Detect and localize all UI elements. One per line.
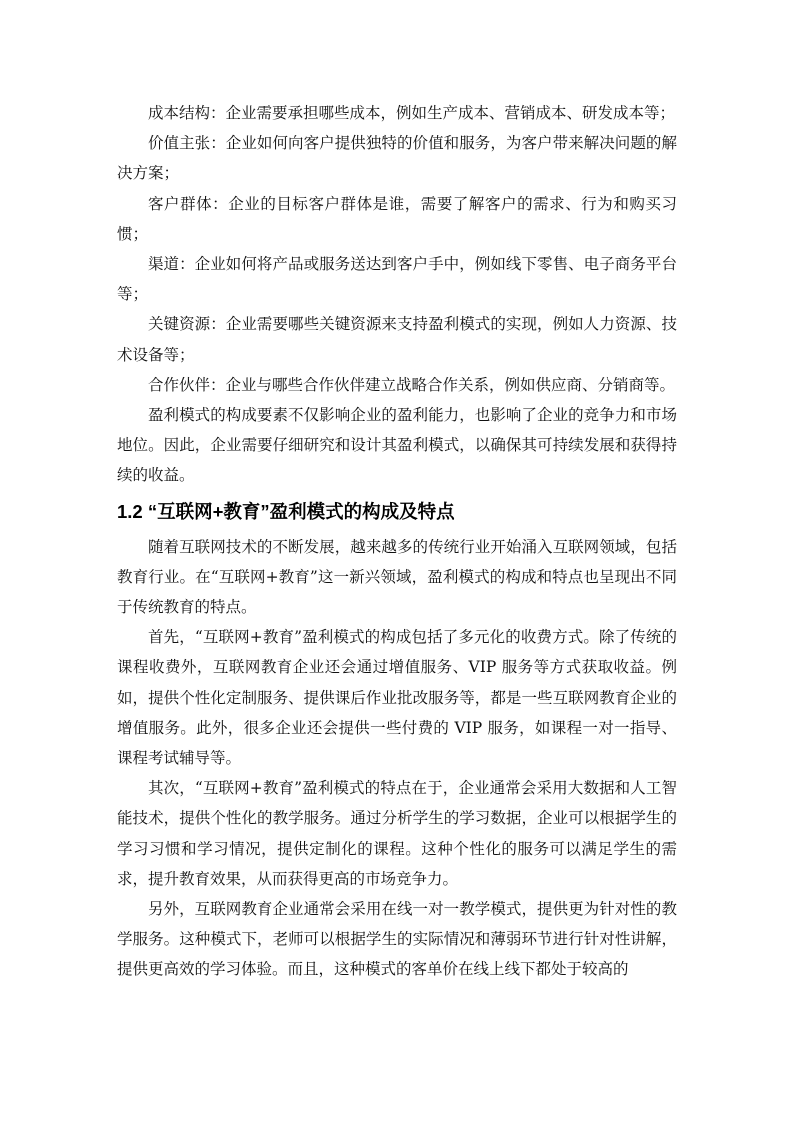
body-paragraph: 随着互联网技术的不断发展，越来越多的传统行业开始涌入互联网领域，包括教育行业。在“互联网+教育”这一新兴领域，盈利模式的构成和特点也呈现出不同于传统教育的特点。 [117, 537, 677, 617]
list-item-cost-structure: 成本结构：企业需要承担哪些成本，例如生产成本、营销成本、研发成本等； [148, 104, 676, 122]
list-item-partners: 合作伙伴：企业与哪些合作伙伴建立战略合作关系，例如供应商、分销商等。 [148, 375, 676, 394]
document-page [117, 98, 677, 985]
summary-paragraph: 盈利模式的构成要素不仅影响企业的盈利能力，也影响了企业的竞争力和市场地位。因此，企业需要仔细研究和设计其盈利模式，以确保其可持续发展和获得持续的收益。 [117, 406, 677, 485]
list-item-customer-segments: 客户群体：企业的目标客户群体是谁，需要了解客户的需求、行为和购买习惯； [117, 194, 677, 243]
list-item-channels: 渠道：企业如何将产品或服务送达到客户手中，例如线下零售、电子商务平台等； [117, 255, 677, 304]
list-item-value-proposition: 价值主张：企业如何向客户提供独特的价值和服务，为客户带来解决问题的解决方案； [117, 134, 677, 183]
list-item-key-resources: 关键资源：企业需要哪些关键资源来支持盈利模式的实现，例如人力资源、技术设备等； [117, 315, 677, 364]
body-paragraph: 另外，互联网教育企业通常会采用在线一对一教学模式，提供更为针对性的教学服务。这种模式下，老师可以根据学生的实际情况和薄弱环节进行针对性讲解，提供更高效的学习体验。而且，这种模式的客单价在线上线下都处于较高的 [117, 900, 677, 979]
body-paragraph: 其次，“互联网+教育”盈利模式的特点在于，企业通常会采用大数据和人工智能技术，提供个性化的教学服务。通过分析学生的学习数据，企业可以根据学生的学习习惯和学习情况，提供定制化的课程。这种个性化的服务可以满足学生的需求，提升教育效果，从而获得更高的市场竞争力。 [117, 779, 677, 888]
body-paragraph: 首先，“互联网+教育”盈利模式的构成包括了多元化的收费方式。除了传统的课程收费外，互联网教育企业还会通过增值服务、VIP 服务等方式获取收益。例如，提供个性化定制服务、提供课后作业批改服务等，都是一些互联网教育企业的增值服务。此外，很多企业还会提供一些付费的 VIP 服务，如课程一对一指导、课程考试辅导等。 [117, 628, 677, 768]
section-heading: 1.2 “互联网+教育”盈利模式的构成及特点 [117, 500, 455, 522]
